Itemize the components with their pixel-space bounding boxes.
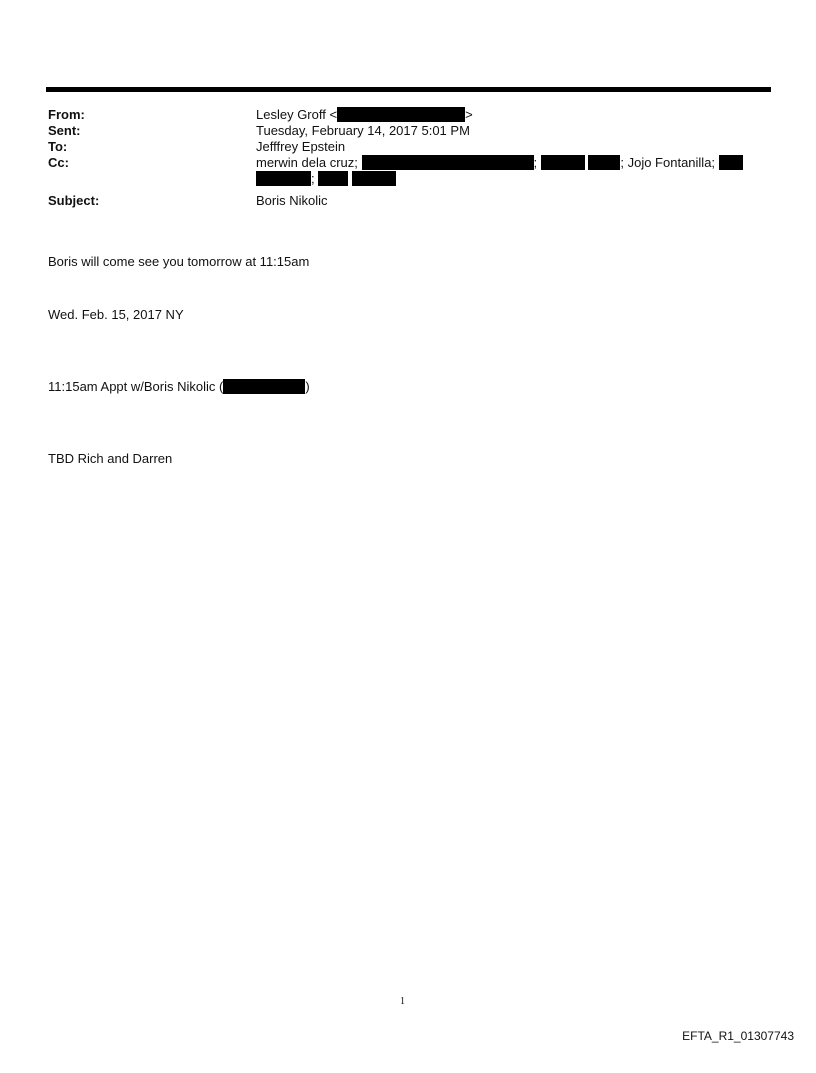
sent-row xyxy=(48,123,768,139)
subject-value: Boris Nikolic xyxy=(256,193,328,208)
body-line: Boris will come see you tomorrow at 11:15am xyxy=(48,254,310,269)
subject-label: Subject: xyxy=(48,193,100,208)
cc-value xyxy=(256,155,768,187)
appt-close: ) xyxy=(305,379,310,394)
redaction-box xyxy=(541,155,585,170)
body-line xyxy=(48,379,310,395)
cc-separator: ; xyxy=(311,171,315,186)
page-number: 1 xyxy=(400,996,405,1007)
to-label: To: xyxy=(48,139,68,154)
sent-label: Sent: xyxy=(48,123,81,138)
document-id: EFTA_R1_01307743 xyxy=(682,1029,794,1043)
appt-text: 11:15am Appt w/Boris Nikolic ( xyxy=(48,379,224,394)
redaction-box xyxy=(352,171,396,186)
redaction-box xyxy=(719,155,743,170)
from-name: Lesley Groff < xyxy=(256,107,338,122)
cc-jojo: ; Jojo Fontanilla; xyxy=(620,155,716,170)
redaction-box xyxy=(256,171,311,186)
from-label: From: xyxy=(48,107,85,122)
body-line: Wed. Feb. 15, 2017 NY xyxy=(48,307,184,322)
from-close: > xyxy=(465,107,473,122)
from-value xyxy=(256,107,768,123)
redaction-box xyxy=(223,379,305,394)
subject-row xyxy=(48,193,768,209)
header-rule xyxy=(46,87,771,92)
from-row xyxy=(48,107,768,123)
redaction-box xyxy=(337,107,465,122)
body-line: TBD Rich and Darren xyxy=(48,451,173,466)
redaction-box xyxy=(318,171,348,186)
redaction-box xyxy=(362,155,534,170)
cc-label: Cc: xyxy=(48,155,69,170)
redaction-box xyxy=(588,155,620,170)
cc-name: merwin dela cruz; xyxy=(256,155,358,170)
email-header xyxy=(48,107,768,209)
cc-separator: ; xyxy=(533,155,538,170)
sent-value: Tuesday, February 14, 2017 5:01 PM xyxy=(256,123,470,138)
to-row xyxy=(48,139,768,155)
to-value: Jefffrey Epstein xyxy=(256,139,346,154)
cc-row xyxy=(48,155,768,187)
